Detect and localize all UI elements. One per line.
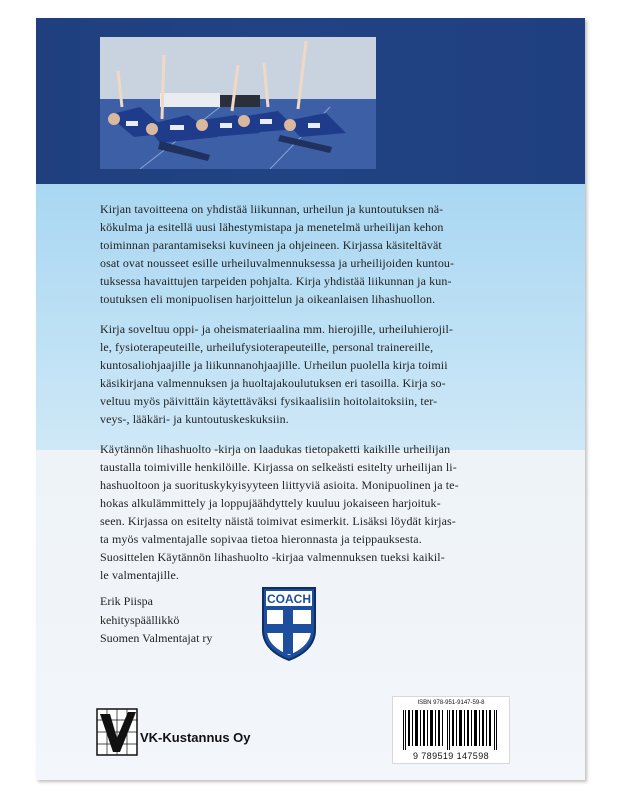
signer-organization: Suomen Valmentajat ry [100, 631, 213, 645]
barcode-bars [401, 710, 501, 750]
athletes-photo [100, 37, 376, 169]
coach-shield-logo [259, 584, 319, 662]
recommendation-closing: Suosittelen Käytännön lihashuolto -kirjaa valmennuksen tueksi kaikil- le valmentajille. [100, 550, 445, 582]
signature-block [100, 592, 260, 648]
ean-digits: 9 789519 147598 [412, 751, 490, 761]
vk-publisher-logo [96, 708, 138, 756]
description-paragraph-2: Kirja soveltuu oppi- ja oheismateriaalina mm. hierojille, urheiluhierojil- le, fysioterapeuteille, urheilufysioterapeuteille, personal trainereille, kuntosaliohjaajille ja liikunnanohjaajille. Urheilun puolella kirja toimii käsikirjana valmennuksen ja huoltajakoulutuksen eri tasoilla. Kirja so- veltuu myös päivittäin käytettäväksi fysikaalisiin hoitolaitoksiin, ter- veys-, lääkäri- ja kuntoutuskeskuksiin. [100, 322, 453, 426]
signer-name: Erik Piispa [100, 594, 153, 608]
recommendation-paragraph: Käytännön lihashuolto -kirja on laadukas tietopaketti kaikille urheilijan taustalla toimiville henkilöille. Kirjassa on selkeästi esitelty urheilijan li- hashuoltoon ja suorituskykyisyyteen liittyviä asioita. Monipuolinen ja te- hokas alkulämmittely ja loppujäähdyttely kuuluu jokaiseen harjoituk- seen. Kirjassa on esitelty näistä toimivat esimerkit. Lisäksi löydät kirjas- ta myös valmentajalle sopivaa tietoa hieronnasta ja teippauksesta. [100, 442, 459, 546]
signer-role: kehityspäällikkö [100, 612, 180, 627]
isbn-number: ISBN 978-951-9147-59-8 [417, 700, 485, 706]
barcode [392, 696, 510, 764]
coach-logo-text: COACH [267, 592, 311, 606]
publisher-name: VK-Kustannus Oy [140, 730, 251, 745]
book-back-cover [36, 18, 585, 780]
description-paragraph-1: Kirjan tavoitteena on yhdistää liikunnan, urheilun ja kuntoutuksen nä- kökulma ja esitellä uusi lähestymistapa ja menetelmä urheilijan kehon toiminnan parantamiseksi kuvineen ja ohjeineen. Kirjassa käsiteltävät osat ovat nousseet esille urheiluvalmennuksessa ja urheilijoiden kuntou- tuksessa havaittujen tarpeiden pohjalta. Kirja yhdistää liikunnan ja kun- toutuksen eli monipuolisen harjoittelun ja oikeanlaisen lihashuollon. [100, 202, 455, 306]
